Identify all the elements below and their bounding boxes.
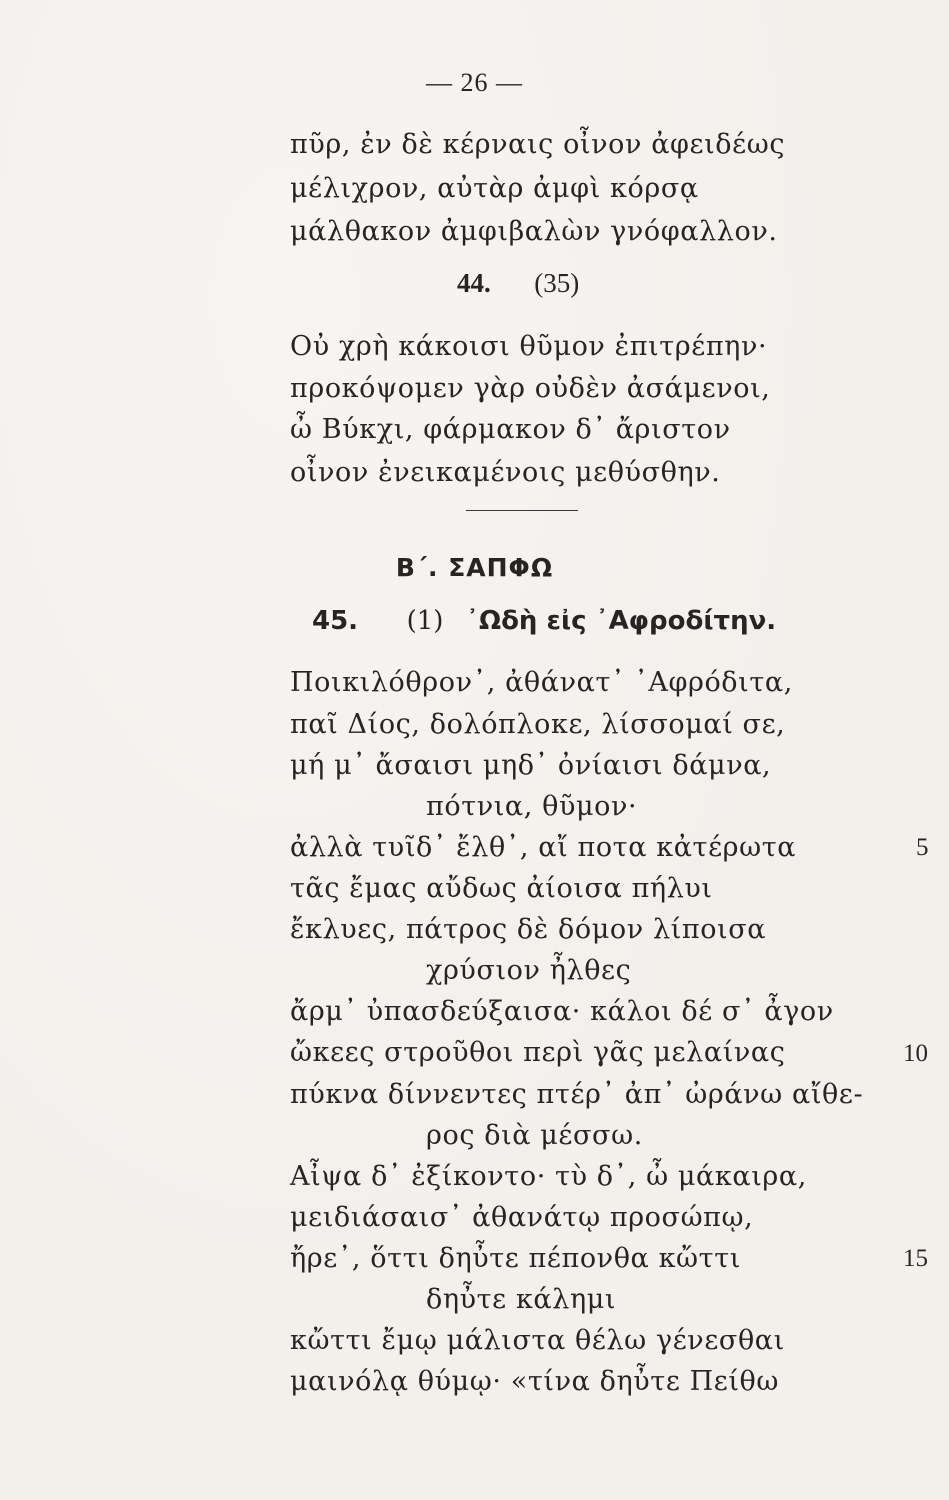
poem-line-13: Αἶψα δ᾽ ἐξίκοντο· τὺ δ᾽, ὦ μάκαιρα, [290,1161,807,1192]
poem-line-4: πότνια, θῦμον· [426,791,638,822]
poem-line-18: μαινόλᾳ θύμῳ· «τίνα δηὖτε Πείθω [290,1366,779,1397]
poem-45-number: 45. [312,606,359,636]
poem-line-1: Ποικιλόθρον᾽, ἀθάνατ᾽ ᾽Αφρόδιτα, [290,667,793,698]
poem-line-5: ἀλλὰ τυῖδ᾽ ἔλθ᾽, αἴ ποτα κἀτέρωτα [290,832,797,863]
poem-line-17: κὤττι ἔμῳ μάλιστα θέλω γένεσθαι [290,1325,785,1356]
fragment-44-line-1: Οὐ χρὴ κάκοισι θῦμον ἐπιτρέπην· [290,331,768,362]
poem-line-9: ἄρμ᾽ ὐπασδεύξαισα· κάλοι δέ σ᾽ ἆγον [290,996,834,1027]
fragment-44-ref: (35) [534,268,580,298]
poem-45-title: ᾿Ωδὴ εἰς ᾿Αφροδίτην. [465,606,777,636]
fragment-end-line-1: πῦρ, ἐν δὲ κέρναις οἶνον ἀφειδέως [290,129,786,160]
fragment-44-line-3: ὦ Βύκχι, φάρμακον δ᾽ ἄριστον [290,414,731,445]
fragment-44-number: 44. [457,268,491,298]
fragment-44-line-4: οἶνον ἐνεικαμένοις μεθύσθην. [290,457,721,488]
poem-line-8: χρύσιον ἦλθες [426,955,632,986]
poem-line-7: ἔκλυες, πάτρος δὲ δόμον λίποισα [290,914,767,945]
section-divider [466,510,578,511]
poem-45-heading [312,606,776,636]
poem-line-6: τᾶς ἔμας αὔδως ἀίοισα πήλυι [290,873,713,904]
poem-line-16: δηὖτε κάλημι [426,1284,617,1315]
fragment-end-line-2: μέλιχρον, αὐτὰρ ἀμφὶ κόρσᾳ [290,173,699,204]
margin-line-number-5: 5 [916,834,929,861]
fragment-44-heading [457,268,579,299]
poem-line-12: ρος διὰ μέσσω. [426,1120,643,1151]
poem-line-11: πύκνα δίννεντες πτέρ᾽ ἀπ᾽ ὠράνω αἴθε- [290,1079,864,1110]
poem-line-14: μειδιάσαισ᾽ ἀθανάτῳ προσώπῳ, [290,1202,754,1233]
page-number: — 26 — [426,68,523,97]
margin-line-number-10: 10 [903,1040,928,1067]
margin-line-number-15: 15 [903,1245,928,1272]
poem-line-10: ὤκεες στροῦθοι περὶ γᾶς μελαίνας [290,1037,786,1068]
fragment-end-line-3: μάλθακον ἀμφιβαλὼν γνόφαλλον. [290,216,778,247]
poem-line-2: παῖ Δίος, δολόπλοκε, λίσσομαί σε, [290,709,786,740]
poem-line-15: ἤρε᾽, ὅττι δηὖτε πέπονθα κὤττι [290,1243,741,1274]
section-title: Β΄. ΣΑΠΦΩ [395,553,554,582]
poem-line-3: μή μ᾽ ἄσαισι μηδ᾽ ὀνίαισι δάμνα, [290,750,772,781]
poem-45-ref: (1) [406,606,444,636]
fragment-44-line-2: προκόψομεν γὰρ οὐδὲν ἀσάμενοι, [290,373,771,404]
